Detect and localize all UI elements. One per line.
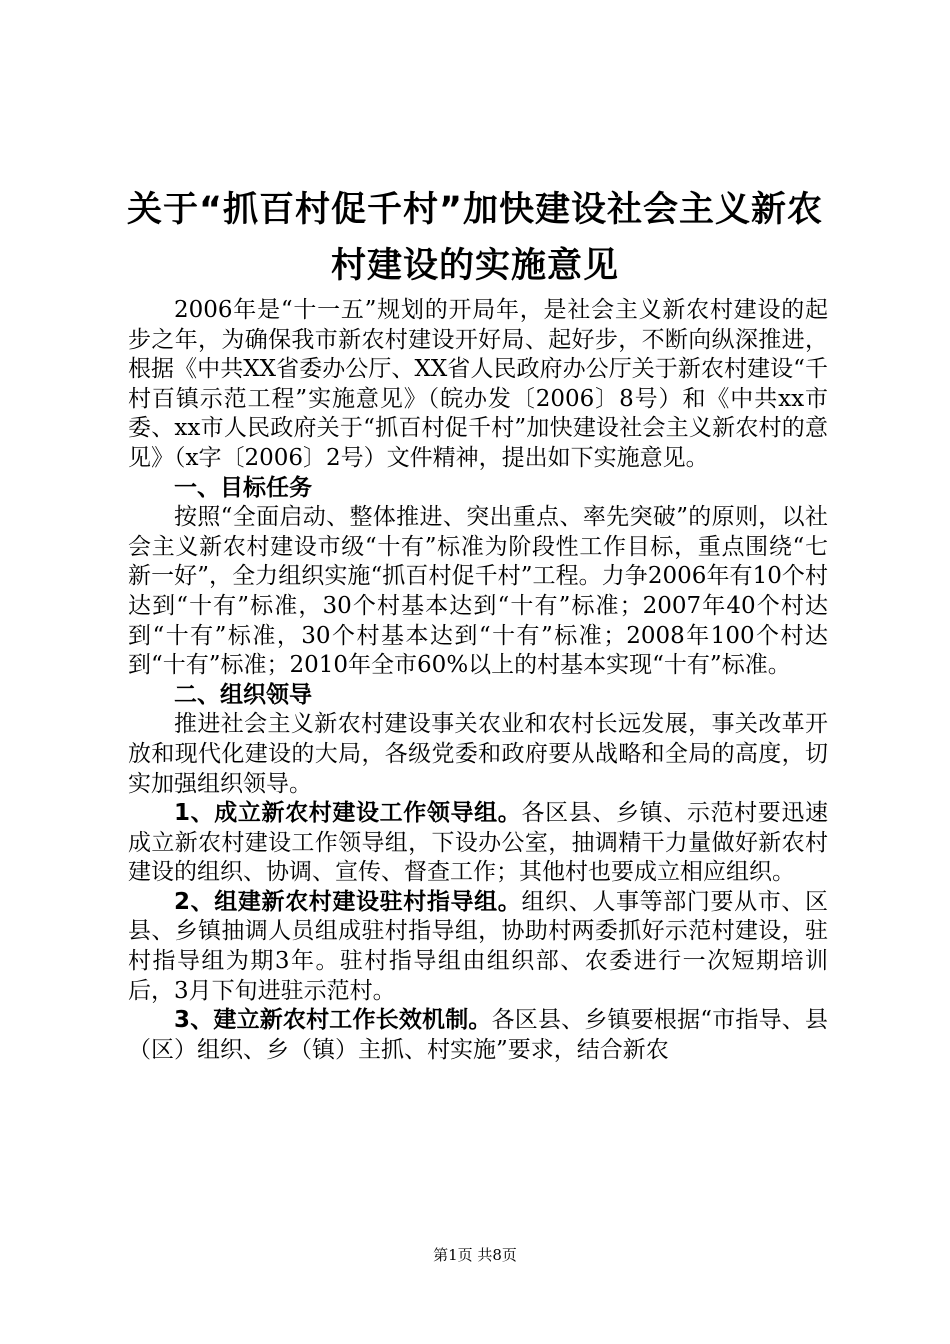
- item-3-lead: 3、建立新农村工作长效机制。: [174, 1007, 492, 1034]
- item-1-lead: 1、成立新农村建设工作领导组。: [174, 800, 522, 827]
- intro-paragraph: 2006年是“十一五”规划的开局年，是社会主义新农村建设的起步之年，为确保我市新农村建设开好局、起好步，不断向纵深推进，根据《中共XX省委办公厅、XX省人民政府办公厅关于新农村建设“千村百镇示范工程”实施意见》（皖办发〔2006〕8号）和《中共xx市委、xx市人民政府关于“抓百村促千村”加快建设社会主义新农村的意见》（x字〔2006〕2号）文件精神，提出如下实施意见。: [128, 297, 828, 471]
- leadership-paragraph: 推进社会主义新农村建设事关农业和农村长远发展，事关改革开放和现代化建设的大局，各级党委和政府要从战略和全局的高度，切实加强组织领导。: [128, 711, 828, 797]
- page-footer: 第1页 共8页: [433, 1246, 517, 1264]
- item-3-text: 各区县、乡镇要根据“市指导、县（区）组织、乡（镇）主抓、村实施”要求，结合新农: [128, 1007, 828, 1063]
- item-3-paragraph: [128, 1006, 828, 1065]
- item-2-paragraph: [128, 888, 828, 1006]
- item-2-text: 组织、人事等部门要从市、区县、乡镇抽调人员组成驻村指导组，协助村两委抓好示范村建设，驻村指导组为期3年。驻村指导组由组织部、农委进行一次短期培训后，3月下旬进驻示范村。: [128, 888, 829, 1004]
- document-body: [128, 296, 828, 1065]
- item-1-text: 各区县、乡镇、示范村要迅速成立新农村建设工作领导组，下设办公室，抽调精干力量做好新农村建设的组织、协调、宣传、督查工作；其他村也要成立相应组织。: [128, 800, 829, 886]
- item-1-paragraph: [128, 799, 828, 888]
- item-2-lead: 2、组建新农村建设驻村指导组。: [174, 888, 522, 915]
- document-title-line-2: 村建设的实施意见: [330, 246, 619, 286]
- section-heading-goals: 一、目标任务: [174, 474, 312, 501]
- goals-paragraph: 按照“全面启动、整体推进、突出重点、率先突破”的原则，以社会主义新农村建设市级“十有”标准为阶段性工作目标，重点围绕“七新一好”，全力组织实施“抓百村促千村”工程。力争2006年有10个村达到“十有”标准，30个村基本达到“十有”标准；2007年40个村达到“十有”标准，30个村基本达到“十有”标准；2008年100个村达到“十有”标准；2010年全市60%以上的村基本实现“十有”标准。: [128, 504, 828, 679]
- document-title-line-1: 关于“抓百村促千村”加快建设社会主义新农: [126, 190, 823, 230]
- section-heading-leadership: 二、组织领导: [174, 681, 312, 708]
